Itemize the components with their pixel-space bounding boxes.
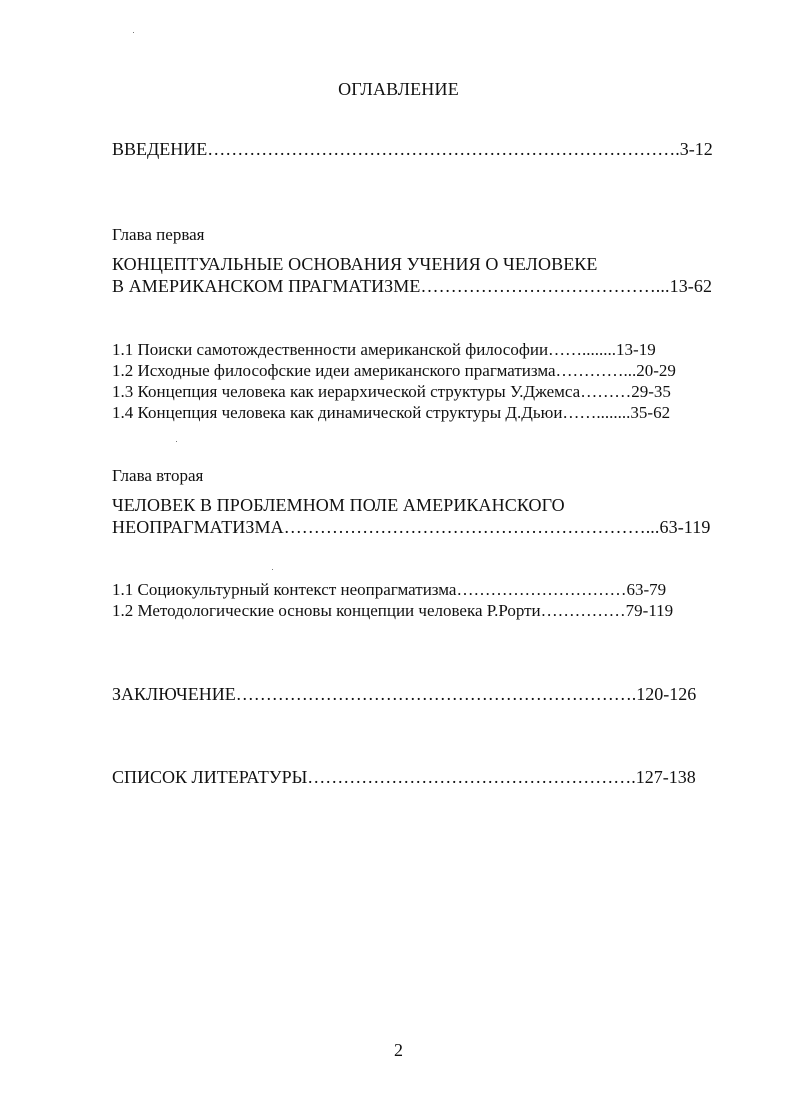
toc-entry-1-4: 1.4 Концепция человека как динамической структуры Д.Дьюи……........35-62 xyxy=(112,403,671,422)
page-title: ОГЛАВЛЕНИЕ xyxy=(338,79,459,99)
toc-entry-conclusion: ЗАКЛЮЧЕНИЕ………………………………………………………….120-126 xyxy=(112,684,697,704)
toc-entry-2-1: 1.1 Социокультурный контекст неопрагматизма…………………………63-79 xyxy=(112,580,667,599)
chapter-1-label: Глава первая xyxy=(112,225,205,244)
toc-entry-1-2: 1.2 Исходные философские идеи американского прагматизма…………...20-29 xyxy=(112,361,676,380)
toc-entry-1-1: 1.1 Поиски самотождественности американской философии……........13-19 xyxy=(112,340,656,359)
scan-speck xyxy=(133,32,134,33)
toc-entry-2-2: 1.2 Методологические основы концепции человека Р.Рорти……………79-119 xyxy=(112,601,674,620)
chapter-1-title-line-1: КОНЦЕПТУАЛЬНЫЕ ОСНОВАНИЯ УЧЕНИЯ О ЧЕЛОВЕКЕ xyxy=(112,254,598,274)
toc-entry-introduction: ВВЕДЕНИЕ…………………………………………………………………….3-12 xyxy=(112,139,713,159)
scan-speck xyxy=(176,441,177,442)
chapter-2-title-line-2: НЕОПРАГМАТИЗМА……………………………………………………...63-119 xyxy=(112,517,711,537)
chapter-2-label: Глава вторая xyxy=(112,466,204,485)
chapter-2-title-line-1: ЧЕЛОВЕК В ПРОБЛЕМНОМ ПОЛЕ АМЕРИКАНСКОГО xyxy=(112,495,565,515)
toc-entry-1-3: 1.3 Концепция человека как иерархической структуры У.Джемса………29-35 xyxy=(112,382,671,401)
page-number: 2 xyxy=(394,1040,403,1060)
toc-entry-bibliography: СПИСОК ЛИТЕРАТУРЫ……………………………………………….127-138 xyxy=(112,767,696,787)
chapter-1-title-line-2: В АМЕРИКАНСКОМ ПРАГМАТИЗМЕ…………………………………...13-62 xyxy=(112,276,713,296)
scan-speck xyxy=(272,569,273,570)
